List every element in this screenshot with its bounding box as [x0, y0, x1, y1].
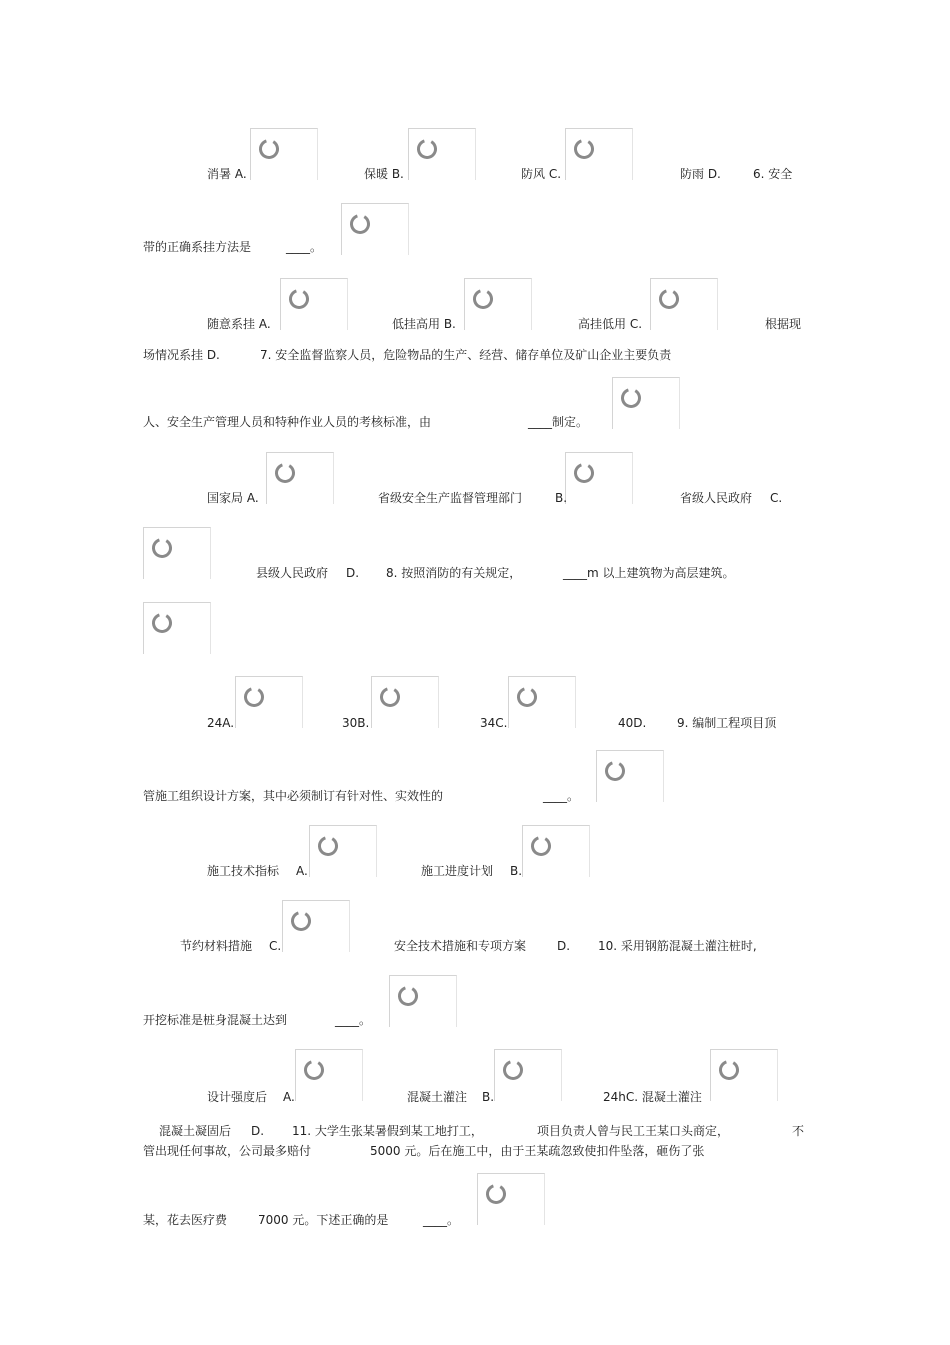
q10-option-d: 混凝土凝固后 [159, 1124, 232, 1138]
q10-option-d-letter: D. [251, 1124, 265, 1138]
loading-icon [151, 612, 173, 634]
q9-blank: ____。 [543, 789, 580, 803]
loading-icon [530, 835, 552, 857]
loading-icon [604, 760, 626, 782]
q7-option-c-letter: C. [770, 491, 783, 505]
image-placeholder [596, 750, 664, 802]
q6-option-d-part1: 根据现 [765, 317, 802, 331]
loading-icon [349, 213, 371, 235]
image-placeholder [266, 452, 334, 504]
q6-option-a: 随意系挂 A. [207, 317, 271, 331]
q8-heading: 8. 按照消防的有关规定， [386, 566, 522, 580]
q7-option-a: 国家局 A. [207, 491, 259, 505]
loading-icon [151, 537, 173, 559]
loading-icon [573, 462, 595, 484]
q5-option-a: 消暑 A. [207, 167, 247, 181]
loading-icon [516, 686, 538, 708]
q10-option-c: 24hC. 混凝土灌注 [603, 1090, 702, 1104]
q11-line2-end: 5000 元。后在施工中，由于王某疏忽致使扣件坠落，砸伤了张 [370, 1144, 705, 1158]
image-placeholder [143, 527, 211, 579]
loading-icon [573, 138, 595, 160]
loading-icon [620, 387, 642, 409]
q6-stem: 带的正确系挂方法是 [143, 240, 252, 254]
q7-option-d-letter: D. [346, 566, 360, 580]
loading-icon [718, 1059, 740, 1081]
q9-option-d: 安全技术措施和专项方案 [394, 939, 527, 953]
q10-option-b-letter: B. [482, 1090, 495, 1104]
q9-option-a-letter: A. [296, 864, 308, 878]
q11-line2-start: 管出现任何事故，公司最多赔付 [143, 1144, 312, 1158]
loading-icon [416, 138, 438, 160]
q7-option-c: 省级人民政府 [680, 491, 753, 505]
image-placeholder [477, 1173, 545, 1225]
q9-option-c-letter: C. [269, 939, 282, 953]
q9-option-b: 施工进度计划 [421, 864, 494, 878]
image-placeholder [565, 452, 633, 504]
q8-option-c: 34C. [480, 716, 508, 730]
image-placeholder [389, 975, 457, 1027]
q8-option-a: 24A. [207, 716, 235, 730]
image-placeholder [235, 676, 303, 728]
q5-option-b: 保暖 B. [364, 167, 404, 181]
loading-icon [303, 1059, 325, 1081]
loading-icon [290, 910, 312, 932]
q10-option-b: 混凝土灌注 [407, 1090, 468, 1104]
q9-option-c: 节约材料措施 [180, 939, 253, 953]
image-placeholder [710, 1049, 778, 1101]
q10-heading: 10. 采用钢筋混凝土灌注桩时, [598, 939, 757, 953]
q9-option-b-letter: B. [510, 864, 523, 878]
image-placeholder [650, 278, 718, 330]
q11-heading-mid: 项目负责人曾与民工王某口头商定， [537, 1124, 730, 1138]
loading-icon [288, 288, 310, 310]
image-placeholder [250, 128, 318, 180]
q9-option-a: 施工技术指标 [207, 864, 280, 878]
image-placeholder [280, 278, 348, 330]
loading-icon [379, 686, 401, 708]
q5-option-c: 防风 C. [521, 167, 562, 181]
q6-option-b: 低挂高用 B. [392, 317, 456, 331]
q8-blank: ____m 以上建筑物为高层建筑。 [563, 566, 735, 580]
image-placeholder [143, 602, 211, 654]
q8-option-b: 30B. [342, 716, 370, 730]
q9-stem: 管施工组织设计方案，其中必须制订有针对性、实效性的 [143, 789, 444, 803]
q11-heading: 11. 大学生张某暑假到某工地打工， [292, 1124, 483, 1138]
image-placeholder [464, 278, 532, 330]
q10-option-a: 设计强度后 [207, 1090, 268, 1104]
q11-blank: ____。 [423, 1213, 460, 1227]
q6-blank: ____。 [286, 240, 323, 254]
q6-option-d-part2: 场情况系挂 D. [143, 348, 220, 362]
image-placeholder [408, 128, 476, 180]
q7-option-b-letter: B. [555, 491, 568, 505]
q7-blank: ____制定。 [528, 415, 589, 429]
q9-heading: 9. 编制工程项目顶 [677, 716, 777, 730]
image-placeholder [508, 676, 576, 728]
image-placeholder [295, 1049, 363, 1101]
loading-icon [397, 985, 419, 1007]
image-placeholder [612, 377, 680, 429]
q9-option-d-letter: D. [557, 939, 571, 953]
q10-stem: 开挖标准是桩身混凝土达到 [143, 1013, 288, 1027]
image-placeholder [309, 825, 377, 877]
loading-icon [258, 138, 280, 160]
image-placeholder [494, 1049, 562, 1101]
loading-icon [502, 1059, 524, 1081]
q7-option-b: 省级安全生产监督管理部门 [378, 491, 523, 505]
image-placeholder [282, 900, 350, 952]
image-placeholder [522, 825, 590, 877]
q7-heading: 7. 安全监督监察人员，危险物品的生产、经营、储存单位及矿山企业主要负责 [260, 348, 672, 362]
q6-heading: 6. 安全 [753, 167, 793, 181]
loading-icon [658, 288, 680, 310]
loading-icon [317, 835, 339, 857]
loading-icon [274, 462, 296, 484]
q8-option-d: 40D. [618, 716, 647, 730]
image-placeholder [341, 203, 409, 255]
image-placeholder [371, 676, 439, 728]
q10-blank: ____。 [335, 1013, 372, 1027]
q11-line3-start: 某，花去医疗费 [143, 1213, 228, 1227]
image-placeholder [565, 128, 633, 180]
q10-option-a-letter: A. [283, 1090, 295, 1104]
q7-stem: 人、安全生产管理人员和特种作业人员的考核标准，由 [143, 415, 432, 429]
q7-option-d: 县级人民政府 [256, 566, 329, 580]
q6-option-c: 高挂低用 C. [578, 317, 643, 331]
loading-icon [243, 686, 265, 708]
loading-icon [485, 1183, 507, 1205]
q11-line3-mid: 7000 元。下述正确的是 [258, 1213, 389, 1227]
q11-heading-end: 不 [792, 1124, 805, 1138]
q5-option-d: 防雨 D. [680, 167, 721, 181]
loading-icon [472, 288, 494, 310]
